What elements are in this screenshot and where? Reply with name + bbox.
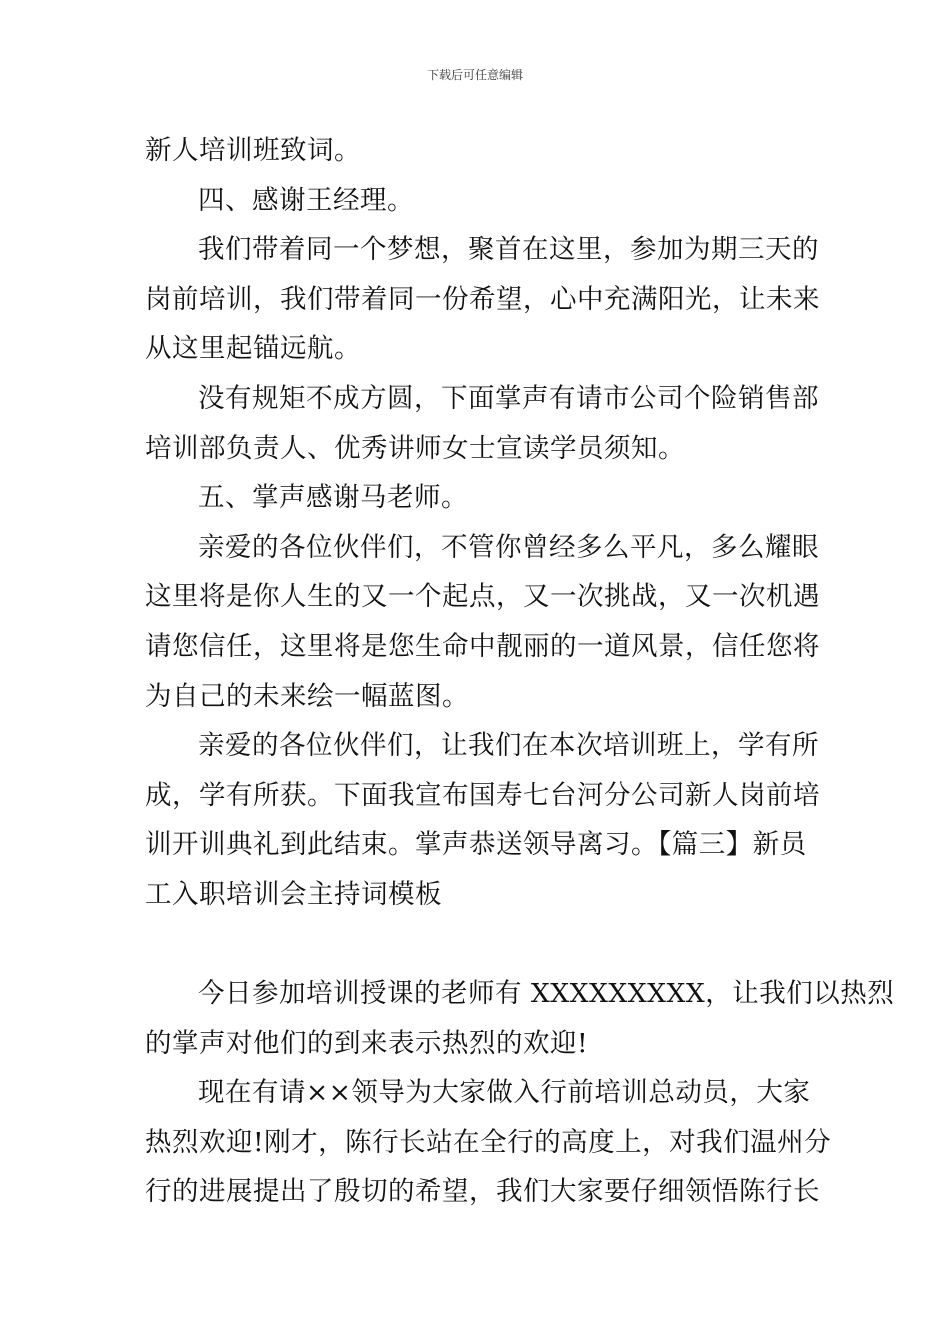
text-line: 成，学有所获。下面我宣布国寿七台河分公司新人岗前培 — [145, 779, 820, 811]
text-line: 这里将是你人生的又一个起点，又一次挑战，又一次机遇 — [145, 581, 820, 613]
section-heading: 四、感谢王经理。 — [198, 184, 414, 216]
text-line: 培训部负责人、优秀讲师女士宣读学员须知。 — [145, 432, 685, 464]
text-line: 从这里起锚远航。 — [145, 333, 361, 365]
text-line: 今日参加培训授课的老师有 XXXXXXXXX，让我们以热烈 — [198, 978, 895, 1010]
document-body — [145, 126, 895, 1217]
text-line: 为自己的未来绘一幅蓝图。 — [145, 680, 469, 712]
text-line: 训开训典礼到此结束。掌声恭送领导离习。【篇三】新员 — [145, 829, 807, 861]
text-line: 亲爱的各位伙伴们，不管你曾经多么平凡，多么耀眼 — [198, 531, 819, 563]
page-header: 下载后可任意编辑 — [426, 68, 523, 82]
section-heading: 五、掌声感谢马老师。 — [198, 482, 468, 514]
text-line: 亲爱的各位伙伴们，让我们在本次培训班上，学有所 — [198, 730, 819, 762]
text-line: 现在有请××领导为大家做入行前培训总动员，大家 — [198, 1077, 811, 1109]
text-line: 新人培训班致词。 — [145, 135, 361, 166]
text-line: 我们带着同一个梦想，聚首在这里，参加为期三天的 — [198, 234, 819, 266]
text-line: 工入职培训会主持词模板 — [145, 878, 442, 910]
text-line: 岗前培训，我们带着同一份希望，心中充满阳光，让未来 — [145, 283, 820, 315]
blank-line — [145, 920, 810, 970]
text-line: 的掌声对他们的到来表示热烈的欢迎! — [145, 1027, 589, 1059]
text-line: 热烈欢迎!刚才，陈行长站在全行的高度上，对我们温州分 — [145, 1126, 832, 1158]
text-line: 请您信任，这里将是您生命中靓丽的一道风景，信任您将 — [145, 630, 820, 662]
text-line: 没有规矩不成方圆，下面掌声有请市公司个险销售部 — [198, 382, 819, 414]
text-line: 行的进展提出了殷切的希望，我们大家要仔细领悟陈行长 — [145, 1176, 820, 1208]
